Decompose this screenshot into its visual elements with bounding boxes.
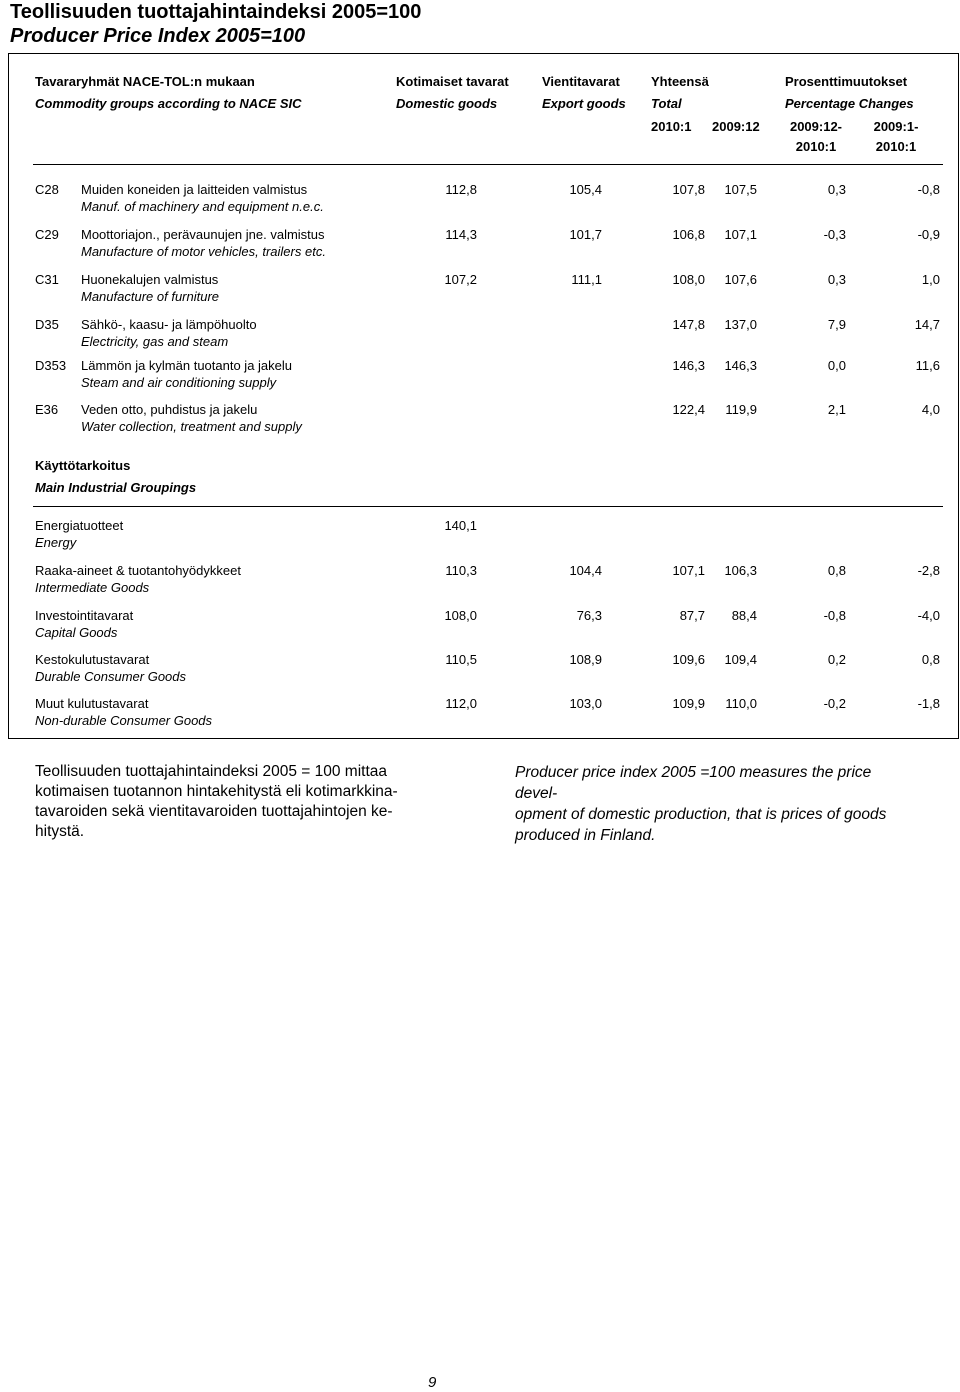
row-code: D35 <box>35 317 59 332</box>
groupings-heading-en: Main Industrial Groupings <box>35 480 197 495</box>
cell-export: 111,1 <box>571 272 602 287</box>
header-export-en: Export goods <box>542 96 626 111</box>
cell-domestic: 112,0 <box>445 696 477 711</box>
cell-total-2009-12: 106,3 <box>724 563 757 578</box>
footnote-en <box>515 762 915 846</box>
row-code: D353 <box>35 358 67 373</box>
header-domestic-fi: Kotimaiset tavarat <box>396 74 509 89</box>
cell-chg-year: -1,8 <box>917 696 940 711</box>
cell-total-2010-1: 87,7 <box>679 608 705 623</box>
row-name-fi: Moottoriajon., perävaunujen jne. valmistus <box>81 227 325 242</box>
footnote-fi-line: tavaroiden sekä vientitavaroiden tuottajahintojen ke- <box>35 803 393 820</box>
cell-chg-year: -2,8 <box>917 563 940 578</box>
row-name-fi: Muiden koneiden ja laitteiden valmistus <box>81 182 308 197</box>
header-col-chg2-a: 2009:1- <box>873 119 919 134</box>
row-code: C28 <box>35 182 59 197</box>
cell-chg-year: 14,7 <box>914 317 940 332</box>
cell-total-2010-1: 146,3 <box>672 358 705 373</box>
cell-total-2010-1: 107,8 <box>672 182 705 197</box>
row-name-fi: Lämmön ja kylmän tuotanto ja jakelu <box>81 358 293 373</box>
row-name-en: Manuf. of machinery and equipment n.e.c. <box>81 199 324 214</box>
row-name-en: Manufacture of motor vehicles, trailers etc. <box>81 244 326 259</box>
cell-total-2010-1: 122,4 <box>672 402 705 417</box>
groupings-heading-fi: Käyttötarkoitus <box>35 458 131 473</box>
cell-domestic: 107,2 <box>444 272 477 287</box>
table-frame <box>8 53 959 739</box>
cell-chg-month: 0,8 <box>827 563 846 578</box>
cell-export: 104,4 <box>569 563 602 578</box>
header-divider <box>33 164 943 165</box>
cell-chg-month: 0,2 <box>827 652 846 667</box>
row-name-en: Capital Goods <box>35 625 118 640</box>
cell-chg-month: 0,3 <box>827 182 846 197</box>
cell-total-2009-12: 110,0 <box>725 696 757 711</box>
row-name-fi: Sähkö-, kaasu- ja lämpöhuolto <box>81 317 257 332</box>
cell-chg-month: -0,2 <box>823 696 846 711</box>
header-total-en: Total <box>651 96 682 111</box>
row-name-fi: Kestokulutustavarat <box>35 652 150 667</box>
cell-export: 105,4 <box>569 182 602 197</box>
cell-chg-month: -0,8 <box>823 608 846 623</box>
cell-total-2010-1: 106,8 <box>672 227 705 242</box>
row-name-fi: Muut kulutustavarat <box>35 696 149 711</box>
cell-domestic: 110,5 <box>445 652 477 667</box>
cell-domestic: 114,3 <box>445 227 477 242</box>
cell-export: 108,9 <box>569 652 602 667</box>
row-name-fi: Veden otto, puhdistus ja jakelu <box>81 402 258 417</box>
cell-total-2009-12: 137,0 <box>724 317 757 332</box>
cell-total-2010-1: 108,0 <box>672 272 705 287</box>
cell-chg-year: 1,0 <box>921 272 940 287</box>
header-col-2009-12: 2009:12 <box>712 119 760 134</box>
cell-domestic: 108,0 <box>444 608 477 623</box>
header-groups-en: Commodity groups according to NACE SIC <box>35 96 302 111</box>
cell-chg-month: 2,1 <box>827 402 846 417</box>
header-col-2010-1: 2010:1 <box>651 119 692 134</box>
footnote-fi-line: hitystä. <box>35 823 85 840</box>
cell-total-2010-1: 109,6 <box>672 652 705 667</box>
groupings-divider <box>33 506 943 507</box>
header-total-fi: Yhteensä <box>651 74 709 89</box>
header-export-fi: Vientitavarat <box>542 74 620 89</box>
row-name-en: Water collection, treatment and supply <box>81 419 302 434</box>
footnote-fi <box>35 762 435 842</box>
cell-chg-year: 11,6 <box>915 358 940 373</box>
cell-export: 76,3 <box>576 608 602 623</box>
cell-domestic: 112,8 <box>445 182 477 197</box>
footnote-fi-line: Teollisuuden tuottajahintaindeksi 2005 = 100 mittaa <box>35 763 388 780</box>
cell-domestic: 140,1 <box>444 518 477 533</box>
row-name-en: Manufacture of furniture <box>81 289 220 304</box>
row-name-en: Durable Consumer Goods <box>35 669 187 684</box>
cell-domestic: 110,3 <box>445 563 477 578</box>
row-name-fi: Raaka-aineet & tuotantohyödykkeet <box>35 563 241 578</box>
cell-total-2010-1: 147,8 <box>672 317 705 332</box>
row-name-en: Electricity, gas and steam <box>81 334 229 349</box>
header-domestic-en: Domestic goods <box>396 96 498 111</box>
cell-total-2009-12: 109,4 <box>724 652 757 667</box>
cell-chg-month: 0,3 <box>827 272 846 287</box>
page-number: 9 <box>428 1374 437 1391</box>
cell-total-2010-1: 109,9 <box>672 696 705 711</box>
header-pct-fi: Prosenttimuutokset <box>785 74 908 89</box>
header-col-chg2-b: 2010:1 <box>875 139 917 154</box>
cell-total-2010-1: 107,1 <box>672 563 705 578</box>
header-groups-fi: Tavararyhmät NACE-TOL:n mukaan <box>35 74 255 89</box>
cell-export: 101,7 <box>569 227 602 242</box>
row-code: C29 <box>35 227 59 242</box>
footnote-en-line: Producer price index 2005 =100 measures the price devel- <box>515 764 872 802</box>
row-code: E36 <box>35 402 59 417</box>
header-pct-en: Percentage Changes <box>785 96 914 111</box>
cell-total-2009-12: 88,4 <box>731 608 757 623</box>
cell-chg-year: 0,8 <box>921 652 940 667</box>
row-code: C31 <box>35 272 59 287</box>
cell-chg-year: 4,0 <box>921 402 940 417</box>
cell-chg-month: 7,9 <box>827 317 846 332</box>
cell-chg-year: -0,8 <box>917 182 940 197</box>
footnote-fi-line: kotimaisen tuotannon hintakehitystä eli kotimarkkina- <box>35 783 398 800</box>
cell-total-2009-12: 146,3 <box>724 358 757 373</box>
page-title-fi: Teollisuuden tuottajahintaindeksi 2005=100 <box>10 1 422 23</box>
row-name-fi: Energiatuotteet <box>35 518 124 533</box>
cell-chg-month: -0,3 <box>823 227 846 242</box>
cell-total-2009-12: 107,5 <box>724 182 757 197</box>
row-name-en: Intermediate Goods <box>35 580 150 595</box>
row-name-en: Steam and air conditioning supply <box>81 375 277 390</box>
header-col-chg1-a: 2009:12- <box>789 119 843 134</box>
cell-total-2009-12: 107,6 <box>724 272 757 287</box>
row-name-fi: Investointitavarat <box>35 608 134 623</box>
row-name-fi: Huonekalujen valmistus <box>81 272 219 287</box>
cell-chg-year: -4,0 <box>917 608 940 623</box>
footnote-en-line: produced in Finland. <box>515 827 656 844</box>
cell-chg-year: -0,9 <box>917 227 940 242</box>
row-name-en: Energy <box>35 535 77 550</box>
footnote-en-line: opment of domestic production, that is prices of goods <box>515 806 887 823</box>
row-name-en: Non-durable Consumer Goods <box>35 713 213 728</box>
page-title-en: Producer Price Index 2005=100 <box>10 25 306 47</box>
cell-chg-month: 0,0 <box>827 358 846 373</box>
cell-export: 103,0 <box>569 696 602 711</box>
header-col-chg1-b: 2010:1 <box>795 139 837 154</box>
cell-total-2009-12: 107,1 <box>724 227 757 242</box>
cell-total-2009-12: 119,9 <box>725 402 757 417</box>
